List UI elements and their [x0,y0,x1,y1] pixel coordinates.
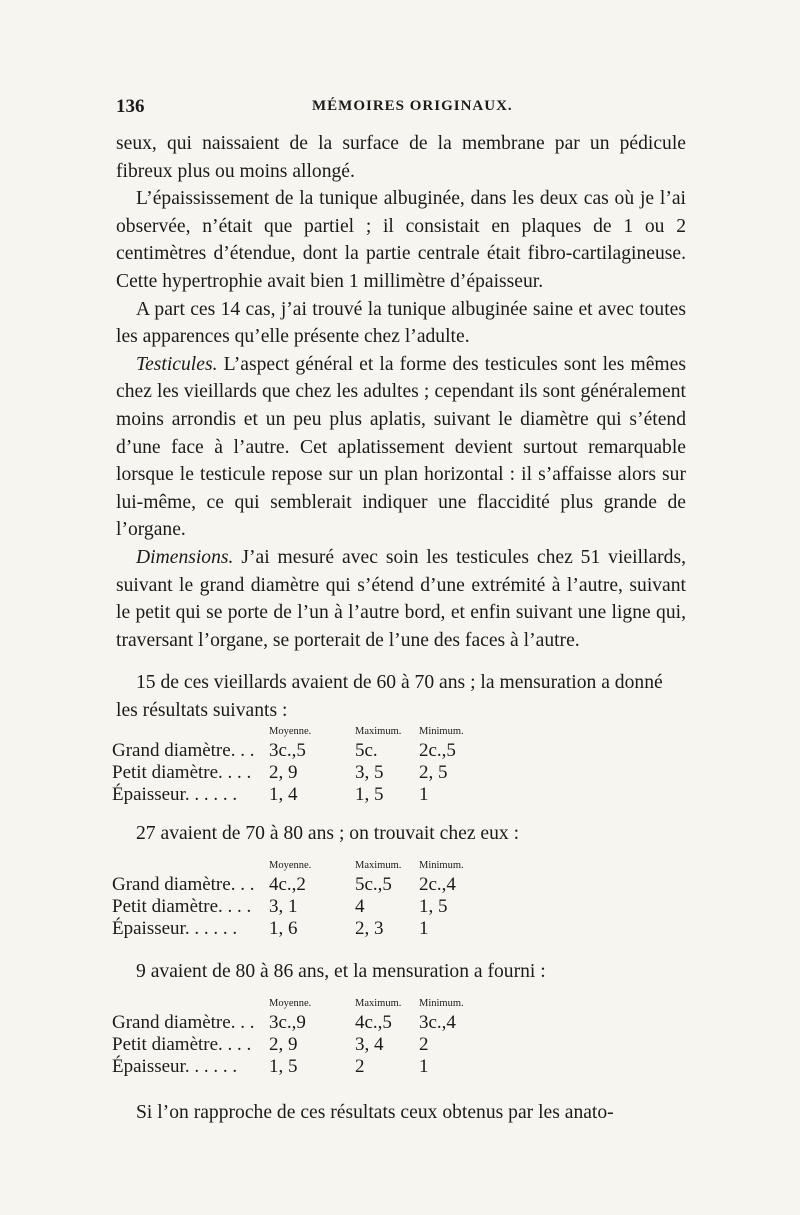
row-label: Épaisseur. . . . . . [112,784,238,805]
cell-minimum: 1 [419,1056,429,1077]
col-header: Moyenne. [269,998,312,1009]
measurement-table [112,996,479,1078]
row-label: Épaisseur. . . . . . [112,918,238,939]
measurement-table [112,858,479,940]
cell-maximum: 3, 5 [355,762,384,783]
row-label: Grand diamètre. . . [112,1012,255,1033]
table-row [112,874,479,896]
cell-moyenne: 2, 9 [269,1034,298,1055]
col-header: Maximum. [355,860,402,871]
closing-line: Si l’on rapproche de ces résultats ceux obtenus par les anato- [136,1102,614,1123]
cell-moyenne: 2, 9 [269,762,298,783]
cell-moyenne: 1, 5 [269,1056,298,1077]
cell-moyenne: 4c.,2 [269,874,306,895]
table-row [112,896,479,918]
table-row [112,762,479,784]
main-text [116,130,686,654]
row-label: Petit diamètre. . . . [112,896,252,917]
table-row [112,1012,479,1034]
page-number: 136 [116,96,145,117]
table-row [112,784,479,806]
cell-maximum: 4c.,5 [355,1012,392,1033]
cell-moyenne: 1, 4 [269,784,298,805]
cell-maximum: 4 [355,896,365,917]
cell-maximum: 1, 5 [355,784,384,805]
cell-maximum: 3, 4 [355,1034,384,1055]
cell-minimum: 1 [419,918,429,939]
row-label: Grand diamètre. . . [112,874,255,895]
group-intro: 9 avaient de 80 à 86 ans, et la mensuration a fourni : [136,961,546,982]
cell-moyenne: 3, 1 [269,896,298,917]
cell-minimum: 2, 5 [419,762,448,783]
col-header: Minimum. [419,726,464,737]
page-header [116,96,686,122]
table-row [112,740,479,762]
row-label: Épaisseur. . . . . . [112,1056,238,1077]
cell-maximum: 2, 3 [355,918,384,939]
cell-minimum: 2c.,4 [419,874,456,895]
section-label: Testicules. [136,353,218,375]
row-label: Petit diamètre. . . . [112,762,252,783]
cell-maximum: 5c. [355,740,378,761]
section-label: Dimensions. [136,546,234,568]
cell-moyenne: 3c.,9 [269,1012,306,1033]
running-title: MÉMOIRES ORIGINAUX. [312,98,513,114]
table-header-row [112,858,479,874]
table-row [112,1056,479,1078]
paragraph: A part ces 14 cas, j’ai trouvé la tunique albuginée saine et avec toutes les apparences qu’elle présente chez l’adulte. [116,298,686,348]
group-intro: 27 avaient de 70 à 80 ans ; on trouvait chez eux : [136,823,520,844]
cell-moyenne: 3c.,5 [269,740,306,761]
col-header: Minimum. [419,998,464,1009]
cell-minimum: 2 [419,1034,429,1055]
section-text: J’ai mesuré avec soin les testicules chez 51 vieillards, suivant le grand diamètre qui s’étend d’une extrémité à l’autre, suivant le petit qui se porte de l’un à l’autre bord, et enfin suivant une ligne qui, traversant l’organe, se porterait de l’une des faces à l’autre. [116,546,686,651]
group-intro: 15 de ces vieillards avaient de 60 à 70 ans ; la mensuration a donné les résultats suivants : [116,672,663,721]
paragraph-dimensions [116,544,686,654]
col-header: Maximum. [355,726,402,737]
row-label: Petit diamètre. . . . [112,1034,252,1055]
cell-minimum: 2c.,5 [419,740,456,761]
paragraph-testicules [116,351,686,544]
cell-moyenne: 1, 6 [269,918,298,939]
col-header: Moyenne. [269,726,312,737]
cell-maximum: 5c.,5 [355,874,392,895]
section-text: L’aspect général et la forme des testicules sont les mêmes chez les vieillards que chez les adultes ; cependant ils sont généralement moins arrondis et un peu plus aplatis, suivant le diamètre qui s’étend d’une face à l’autre. Cet aplatissement devient surtout remarquable lorsque le testicule repose sur un plan horizontal : il s’affaisse alors sur lui-même, ce qui semblerait indiquer une flaccidité plus grande de l’organe. [116,353,686,541]
row-label: Grand diamètre. . . [112,740,255,761]
col-header: Minimum. [419,860,464,871]
table-header-row [112,724,479,740]
col-header: Maximum. [355,998,402,1009]
col-header: Moyenne. [269,860,312,871]
cell-minimum: 1 [419,784,429,805]
measurement-table [112,724,479,806]
cell-maximum: 2 [355,1056,365,1077]
paragraph: seux, qui naissaient de la surface de la membrane par un pédicule fibreux plus ou moins allongé. [116,133,686,182]
table-row [112,1034,479,1056]
cell-minimum: 3c.,4 [419,1012,456,1033]
table-row [112,918,479,940]
table-header-row [112,996,479,1012]
paragraph: L’épaississement de la tunique albuginée, dans les deux cas où je l’ai observée, n’était que partiel ; il consistait en plaques de 1 ou 2 centimètres d’étendue, dont la partie centrale était fibro-cartilagineuse. Cette hypertrophie avait bien 1 millimètre d’épaisseur. [116,188,686,292]
cell-minimum: 1, 5 [419,896,448,917]
